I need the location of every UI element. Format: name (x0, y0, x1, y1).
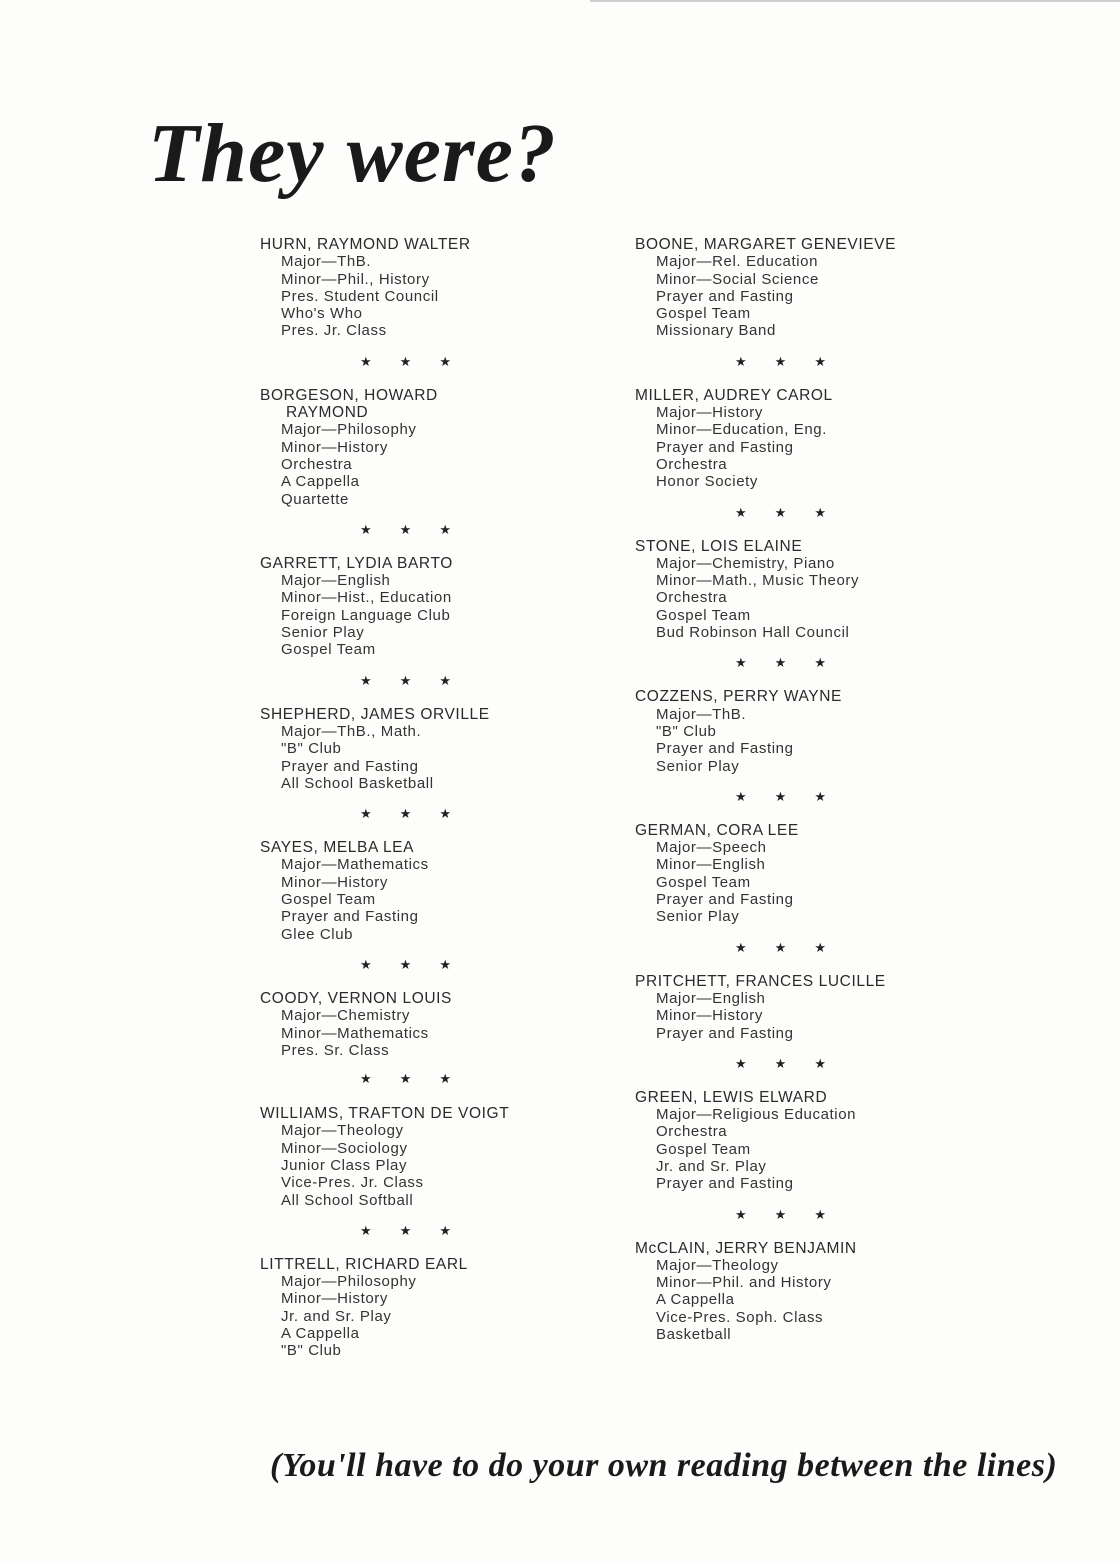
student-details (635, 253, 965, 339)
student-entry (635, 822, 965, 926)
star-icon: ★ (360, 672, 372, 688)
star-icon: ★ (814, 353, 826, 369)
star-separator (635, 352, 965, 372)
student-name: COODY, VERNON LOUIS (260, 989, 452, 1007)
student-details (260, 856, 590, 942)
student-entry (635, 538, 965, 642)
star-icon: ★ (399, 521, 412, 537)
star-icon: ★ (774, 1055, 787, 1071)
star-separator (260, 804, 590, 824)
star-separator (635, 938, 965, 958)
star-separator (260, 352, 590, 372)
detail-line: Prayer and Fasting (656, 1175, 794, 1193)
detail-line: Prayer and Fasting (656, 438, 794, 456)
star-icon: ★ (774, 1206, 787, 1222)
student-name: LITTRELL, RICHARD EARL (260, 1255, 468, 1273)
detail-line: Pres. Jr. Class (281, 322, 387, 340)
star-icon: ★ (735, 353, 747, 369)
detail-line: Major—Rel. Education (656, 253, 819, 271)
detail-line: "B" Club (281, 740, 342, 758)
star-separator (635, 1054, 965, 1074)
top-rule (590, 0, 1120, 2)
detail-line: Honor Society (656, 473, 759, 491)
star-icon: ★ (399, 806, 412, 822)
student-entry (260, 387, 590, 508)
star-separator (260, 1069, 590, 1089)
star-icon: ★ (735, 788, 747, 804)
student-entry (260, 1256, 590, 1360)
detail-line: Vice-Pres. Jr. Class (281, 1174, 424, 1192)
detail-line: Minor—Phil., History (281, 270, 430, 288)
star-icon: ★ (360, 1222, 372, 1238)
detail-line: A Cappella (281, 473, 360, 491)
detail-line: Major—Speech (656, 839, 767, 857)
student-name: HURN, RAYMOND WALTER (260, 236, 471, 253)
star-separator (635, 503, 965, 523)
star-icon: ★ (360, 353, 372, 369)
student-entry (635, 688, 965, 774)
student-details (260, 1122, 590, 1208)
star-icon: ★ (774, 655, 787, 671)
star-icon: ★ (814, 939, 826, 955)
student-entry (260, 706, 590, 792)
student-details (260, 1273, 590, 1359)
detail-line: Major—Philosophy (281, 421, 417, 439)
detail-line: Jr. and Sr. Play (281, 1307, 392, 1325)
star-icon: ★ (360, 956, 372, 972)
student-entry (635, 236, 965, 340)
student-entry (260, 236, 590, 340)
detail-line: Orchestra (281, 455, 353, 473)
detail-line: Minor—History (281, 438, 388, 456)
detail-line: Prayer and Fasting (656, 1024, 794, 1042)
student-entry (260, 990, 590, 1059)
star-icon: ★ (774, 504, 787, 520)
detail-line: Major—English (281, 572, 391, 590)
detail-line: Senior Play (281, 624, 365, 642)
student-entry (260, 839, 590, 943)
star-icon: ★ (814, 1055, 826, 1071)
star-separator (635, 1205, 965, 1225)
left-column (260, 236, 590, 1360)
detail-line: Prayer and Fasting (656, 287, 794, 305)
student-details (635, 1257, 965, 1343)
detail-line: Major—ThB., Math. (281, 722, 422, 740)
star-icon: ★ (439, 1222, 451, 1238)
student-entry (635, 387, 965, 491)
detail-line: Orchestra (656, 455, 728, 473)
detail-line: Minor—History (656, 1007, 763, 1025)
star-icon: ★ (735, 939, 747, 955)
detail-line: Prayer and Fasting (281, 757, 419, 775)
star-icon: ★ (814, 504, 826, 520)
detail-line: Minor—Math., Music Theory (656, 572, 860, 590)
detail-line: Minor—Education, Eng. (656, 421, 828, 439)
detail-line: Gospel Team (656, 305, 751, 323)
detail-line: Minor—Hist., Education (281, 589, 452, 607)
detail-line: Minor—English (656, 856, 766, 874)
star-icon: ★ (774, 939, 787, 955)
detail-line: "B" Club (281, 1342, 342, 1360)
detail-line: Senior Play (656, 908, 740, 926)
star-separator (260, 520, 590, 540)
star-icon: ★ (774, 788, 787, 804)
detail-line: Prayer and Fasting (281, 908, 419, 926)
student-name-continued: RAYMOND (286, 404, 369, 422)
star-icon: ★ (439, 672, 451, 688)
detail-line: Minor—Social Science (656, 270, 819, 288)
student-name: BORGESON, HOWARD (260, 386, 438, 404)
student-details (635, 990, 965, 1042)
star-icon: ★ (439, 806, 451, 822)
student-details (635, 1106, 965, 1192)
star-icon: ★ (774, 353, 787, 369)
star-icon: ★ (439, 353, 451, 369)
student-details (635, 839, 965, 925)
star-separator (260, 955, 590, 975)
student-name: WILLIAMS, TRAFTON DE VOIGT (260, 1105, 510, 1123)
student-details (260, 253, 590, 339)
detail-line: Foreign Language Club (281, 606, 451, 624)
detail-line: Minor—Phil. and History (656, 1274, 832, 1292)
star-icon: ★ (399, 672, 412, 688)
student-entry (635, 973, 965, 1042)
student-details (635, 404, 965, 490)
detail-line: Major—Theology (281, 1122, 404, 1140)
student-name: STONE, LOIS ELAINE (635, 537, 803, 555)
student-name: MILLER, AUDREY CAROL (635, 386, 833, 404)
student-entry (260, 555, 590, 659)
star-icon: ★ (814, 788, 826, 804)
student-details (260, 572, 590, 658)
detail-line: Major—Religious Education (656, 1106, 857, 1124)
detail-line: Gospel Team (281, 891, 376, 909)
star-icon: ★ (399, 956, 412, 972)
student-name: PRITCHETT, FRANCES LUCILLE (635, 972, 886, 990)
student-name: SHEPHERD, JAMES ORVILLE (260, 705, 490, 723)
detail-line: Bud Robinson Hall Council (656, 624, 850, 642)
detail-line: Orchestra (656, 1123, 728, 1141)
detail-line: All School Basketball (281, 774, 434, 792)
detail-line: Orchestra (656, 589, 728, 607)
detail-line: "B" Club (656, 722, 717, 740)
student-name: GREEN, LEWIS ELWARD (635, 1088, 828, 1106)
star-icon: ★ (399, 1071, 412, 1087)
page-title: They were? (148, 107, 557, 200)
star-icon: ★ (735, 1055, 747, 1071)
detail-line: Major—History (656, 404, 763, 422)
star-icon: ★ (399, 353, 412, 369)
star-icon: ★ (399, 1222, 412, 1238)
student-name: GERMAN, CORA LEE (635, 821, 799, 839)
student-name: McCLAIN, JERRY BENJAMIN (635, 1239, 857, 1257)
student-name: SAYES, MELBA LEA (260, 839, 415, 857)
detail-line: Major—Chemistry (281, 1007, 411, 1025)
student-name: BOONE, MARGARET GENEVIEVE (635, 236, 897, 253)
detail-line: Gospel Team (281, 641, 376, 659)
detail-line: Glee Club (281, 925, 354, 943)
star-icon: ★ (360, 1071, 372, 1087)
star-icon: ★ (360, 806, 372, 822)
star-separator (260, 1221, 590, 1241)
detail-line: A Cappella (281, 1325, 360, 1343)
detail-line: Prayer and Fasting (656, 891, 794, 909)
star-icon: ★ (814, 655, 826, 671)
star-separator (260, 671, 590, 691)
student-name: COZZENS, PERRY WAYNE (635, 688, 842, 706)
student-entry (635, 1089, 965, 1193)
detail-line: Senior Play (656, 757, 740, 775)
student-details (635, 706, 965, 775)
detail-line: Gospel Team (656, 1140, 751, 1158)
detail-line: Basketball (656, 1326, 732, 1344)
detail-line: Major—English (656, 989, 766, 1007)
student-entry (635, 1240, 965, 1344)
detail-line: Minor—History (281, 1290, 388, 1308)
detail-line: Who's Who (281, 305, 363, 323)
star-icon: ★ (735, 504, 747, 520)
detail-line: Quartette (281, 490, 349, 508)
detail-line: Gospel Team (656, 873, 751, 891)
detail-line: Major—Theology (656, 1256, 779, 1274)
star-separator (635, 787, 965, 807)
star-icon: ★ (439, 521, 451, 537)
right-column (635, 236, 965, 1343)
detail-line: Prayer and Fasting (656, 740, 794, 758)
student-name: GARRETT, LYDIA BARTO (260, 554, 453, 572)
detail-line: Pres. Student Council (281, 287, 439, 305)
student-details (260, 421, 590, 507)
student-details (260, 1007, 590, 1059)
student-details (635, 555, 965, 641)
star-icon: ★ (814, 1206, 826, 1222)
detail-line: Junior Class Play (281, 1156, 408, 1174)
student-entry (260, 1105, 590, 1209)
star-separator (635, 653, 965, 673)
detail-line: Minor—Sociology (281, 1139, 408, 1157)
detail-line: Major—ThB. (281, 253, 372, 271)
detail-line: Vice-Pres. Soph. Class (656, 1308, 824, 1326)
star-icon: ★ (439, 956, 451, 972)
detail-line: Major—ThB. (656, 705, 747, 723)
detail-line: Jr. and Sr. Play (656, 1157, 767, 1175)
star-icon: ★ (439, 1071, 451, 1087)
detail-line: A Cappella (656, 1291, 735, 1309)
star-icon: ★ (360, 521, 372, 537)
detail-line: Major—Philosophy (281, 1273, 417, 1291)
star-icon: ★ (735, 1206, 747, 1222)
detail-line: All School Softball (281, 1191, 414, 1209)
student-details (260, 723, 590, 792)
detail-line: Major—Chemistry, Piano (656, 554, 835, 572)
footer-caption: (You'll have to do your own reading between the lines) (270, 1447, 1058, 1484)
detail-line: Pres. Sr. Class (281, 1041, 390, 1059)
detail-line: Missionary Band (656, 322, 776, 340)
detail-line: Major—Mathematics (281, 856, 429, 874)
detail-line: Minor—Mathematics (281, 1024, 429, 1042)
detail-line: Minor—History (281, 873, 388, 891)
detail-line: Gospel Team (656, 606, 751, 624)
star-icon: ★ (735, 655, 747, 671)
